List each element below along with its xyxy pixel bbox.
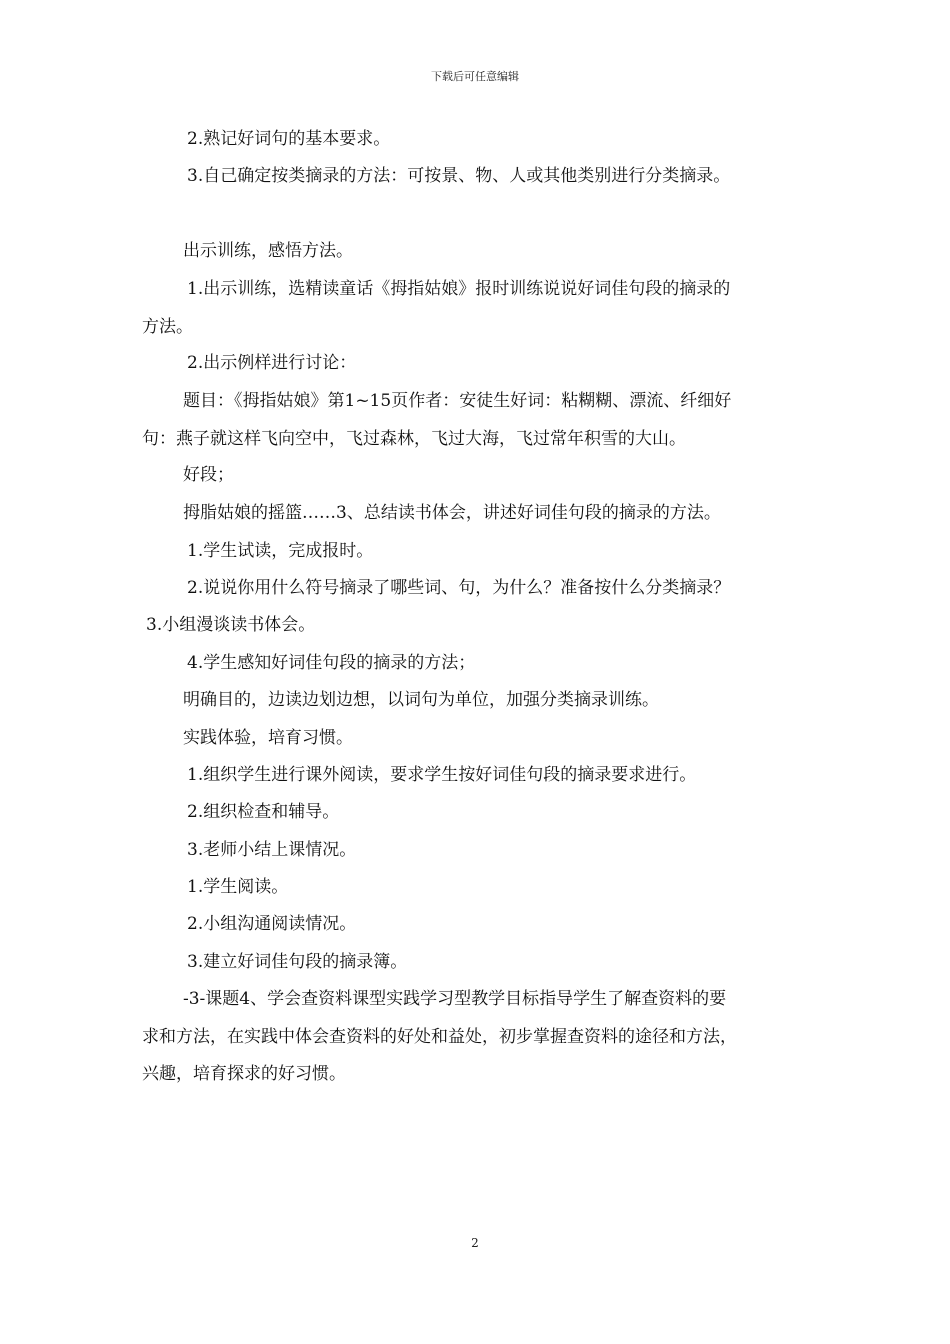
text-line: 方法。 [142, 317, 193, 337]
text-line: 好段； [183, 465, 234, 485]
page-header: 下载后可任意编辑 [431, 70, 519, 83]
text-line: 求和方法，在实践中体会查资料的好处和益处，初步掌握查资料的途径和方法， [142, 1027, 737, 1047]
text-line: 4.学生感知好词佳句段的摘录的方法； [187, 653, 476, 673]
page-number: 2 [471, 1236, 479, 1250]
text-line: 1.组织学生进行课外阅读，要求学生按好词佳句段的摘录要求进行。 [187, 765, 697, 785]
text-line: 明确目的，边读边划边想，以词句为单位，加强分类摘录训练。 [183, 690, 659, 710]
text-line: 2.组织检查和辅导。 [187, 802, 340, 822]
text-line: -3-课题4、学会查资料课型实践学习型教学目标指导学生了解查资料的要 [183, 989, 727, 1009]
text-line: 2.熟记好词句的基本要求。 [187, 129, 391, 149]
text-line: 2.说说你用什么符号摘录了哪些词、句，为什么？准备按什么分类摘录？ [187, 578, 731, 598]
text-line: 兴趣，培育探求的好习惯。 [142, 1064, 346, 1084]
text-line: 2.小组沟通阅读情况。 [187, 914, 357, 934]
text-line: 1.学生试读，完成报时。 [187, 541, 374, 561]
text-line: 2.出示例样进行讨论： [187, 353, 357, 373]
text-line: 实践体验，培育习惯。 [183, 728, 353, 748]
text-line: 拇脂姑娘的摇篮……3、总结读书体会，讲述好词佳句段的摘录的方法。 [183, 503, 721, 523]
text-line: 1.学生阅读。 [187, 877, 289, 897]
text-line: 句：燕子就这样飞向空中，飞过森林，飞过大海，飞过常年积雪的大山。 [142, 429, 686, 449]
text-line: 题目：《拇指姑娘》第1~15页作者：安徒生好词：粘糊糊、漂流、纤细好 [183, 391, 732, 411]
text-line: 出示训练，感悟方法。 [183, 241, 353, 261]
text-line: 3.自己确定按类摘录的方法：可按景、物、人或其他类别进行分类摘录。 [187, 166, 731, 186]
text-line: 3.建立好词佳句段的摘录簿。 [187, 952, 408, 972]
text-line: 3.老师小结上课情况。 [187, 840, 357, 860]
text-line: 3.小组漫谈读书体会。 [146, 615, 316, 635]
text-line: 1.出示训练，选精读童话《拇指姑娘》报时训练说说好词佳句段的摘录的 [187, 279, 731, 299]
